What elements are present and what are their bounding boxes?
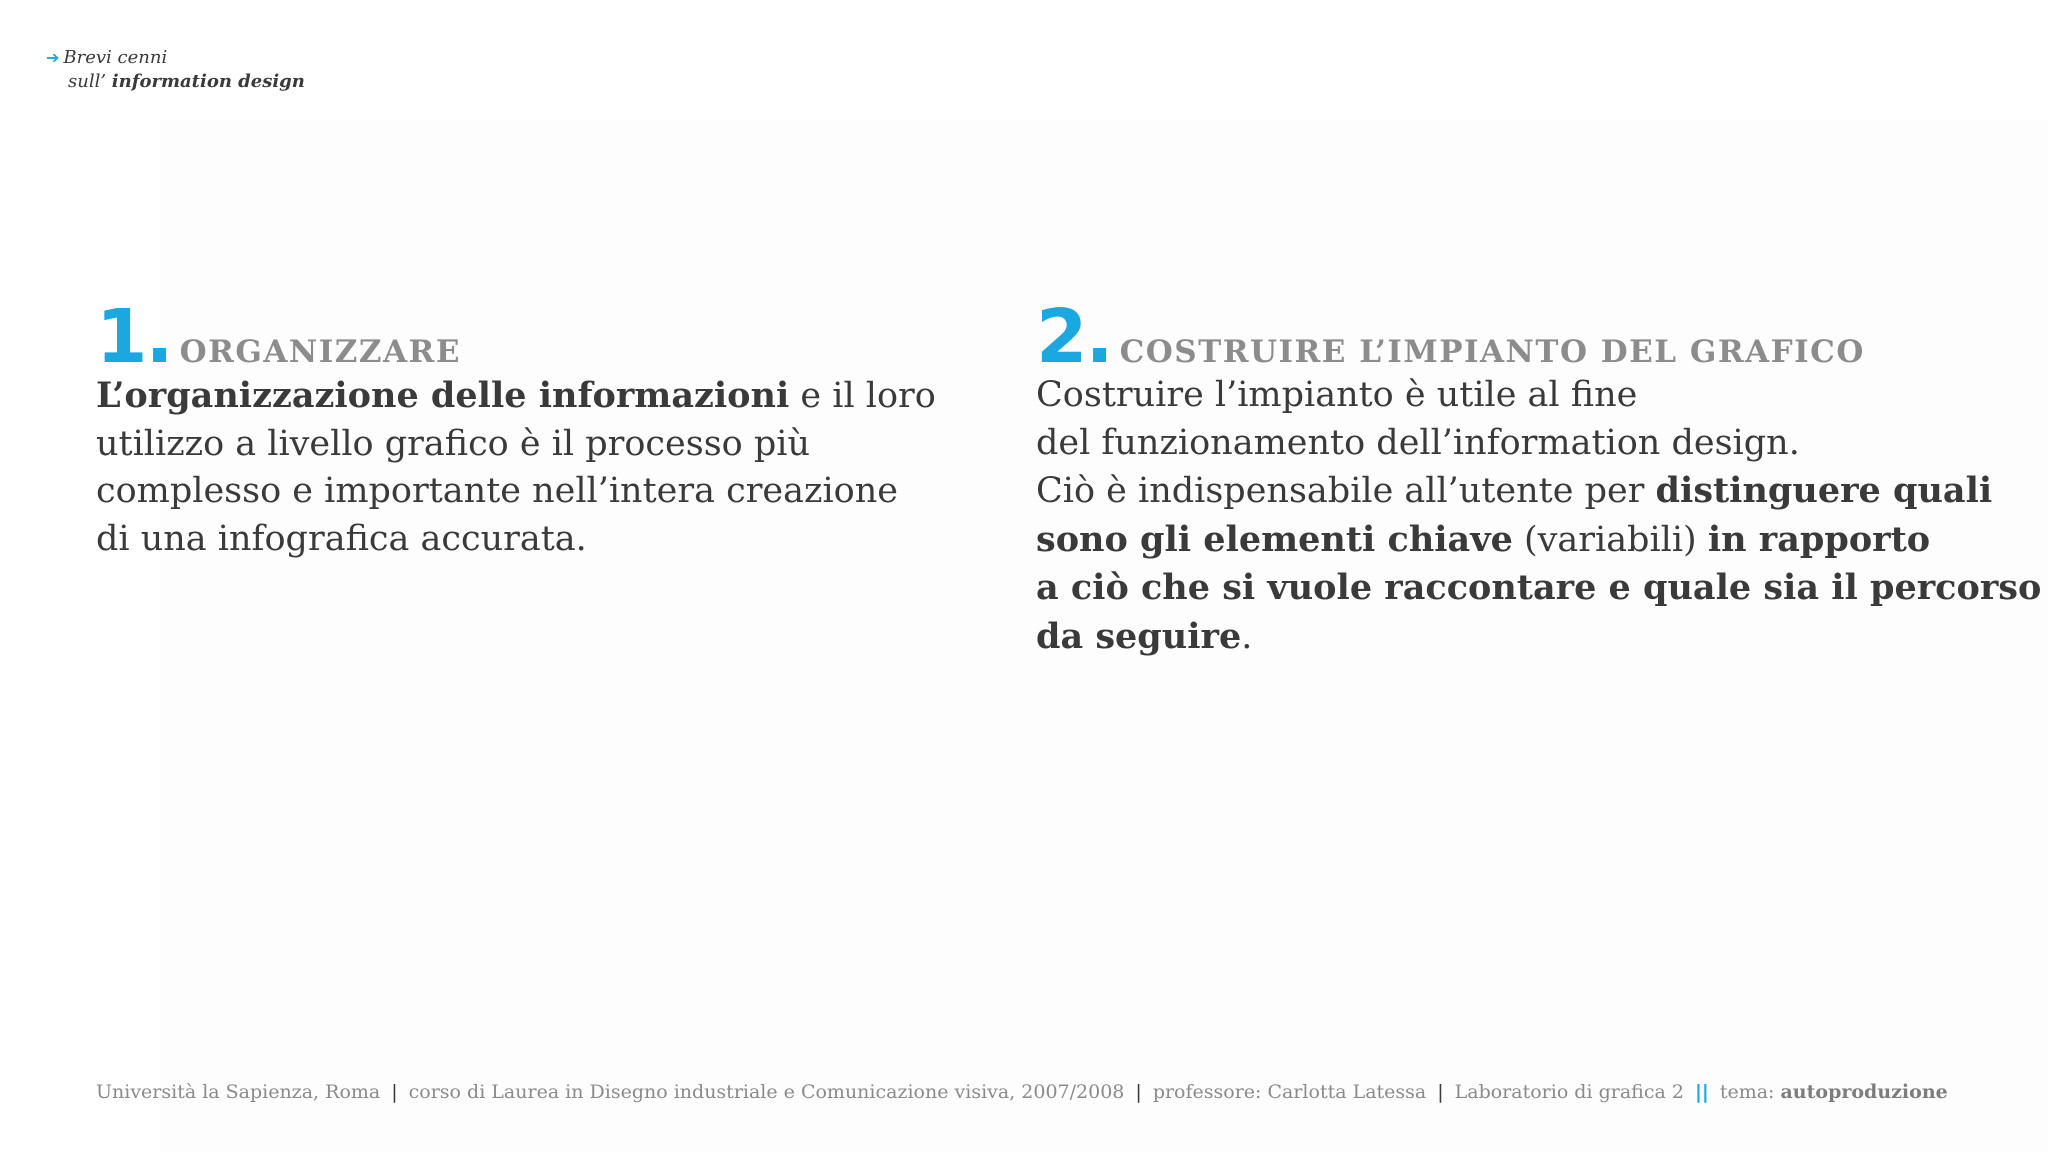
body-line: di una infografica accurata.	[96, 518, 587, 559]
section-heading	[96, 294, 936, 380]
text-phrase: e il loro	[789, 376, 936, 416]
section-number: 1.	[96, 294, 172, 380]
footer-professor: professore: Carlotta Latessa	[1152, 1081, 1427, 1103]
footer-theme-label: tema:	[1719, 1081, 1781, 1103]
section-tag-bold: information design	[111, 71, 305, 92]
footer-double-separator: ||	[1694, 1081, 1709, 1103]
body-line: Costruire l’impianto è utile al fine	[1036, 375, 1638, 415]
section-tag	[46, 46, 305, 94]
body-line	[1036, 467, 2006, 516]
section-tag-line-1	[46, 46, 305, 70]
bold-phrase: sono gli elementi chiave	[1036, 518, 1513, 560]
section-heading	[1036, 294, 2006, 380]
text-phrase: .	[1241, 616, 1253, 657]
footer-university: Università la Sapienza, Roma	[96, 1081, 381, 1103]
bold-phrase: da seguire	[1036, 615, 1242, 657]
body-line: del funzionamento dell’information design.	[1036, 422, 1800, 463]
section-body	[1036, 372, 2042, 661]
footer	[96, 1081, 1948, 1103]
footer-lab: Laboratorio di grafica 2	[1454, 1081, 1684, 1103]
body-line	[96, 372, 936, 421]
body-line: utilizzo a livello grafico è il processo più	[96, 423, 810, 464]
section-tag-line-2	[46, 70, 305, 94]
body-line	[1036, 516, 2006, 565]
bold-phrase: a ciò che si vuole raccontare e quale sia il percorso	[1036, 567, 2042, 608]
section-title: ORGANIZZARE	[179, 334, 461, 370]
footer-course: corso di Laurea in Disegno industriale e Comunicazione visiva, 2007/2008	[408, 1081, 1125, 1103]
section-number: 2.	[1036, 294, 1112, 380]
section-title: COSTRUIRE L’IMPIANTO DEL GRAFICO	[1119, 334, 1865, 370]
section-body	[96, 372, 936, 563]
text-phrase: (variabili)	[1512, 519, 1708, 560]
bold-phrase: in rapporto	[1707, 518, 1931, 560]
footer-separator: |	[1437, 1081, 1444, 1103]
footer-theme-value: autoproduzione	[1780, 1081, 1948, 1103]
bold-phrase: distinguere quali	[1655, 470, 1993, 511]
text-phrase: Ciò è indispensabile all’utente per	[1036, 471, 1656, 511]
body-line	[1036, 613, 2006, 662]
section-tag-prefix: sull’	[68, 71, 112, 92]
arrow-right-icon: ➔	[46, 48, 60, 67]
section-organizzare	[96, 294, 936, 563]
body-line: complesso e importante nell’intera creazione	[96, 471, 898, 511]
footer-separator: |	[1135, 1081, 1142, 1103]
bold-phrase: L’organizzazione delle informazioni	[96, 375, 790, 416]
body-line	[1036, 564, 2042, 613]
section-costruire-impianto	[1036, 294, 2042, 661]
footer-separator: |	[391, 1081, 398, 1103]
section-tag-text-1: Brevi cenni	[63, 47, 168, 68]
